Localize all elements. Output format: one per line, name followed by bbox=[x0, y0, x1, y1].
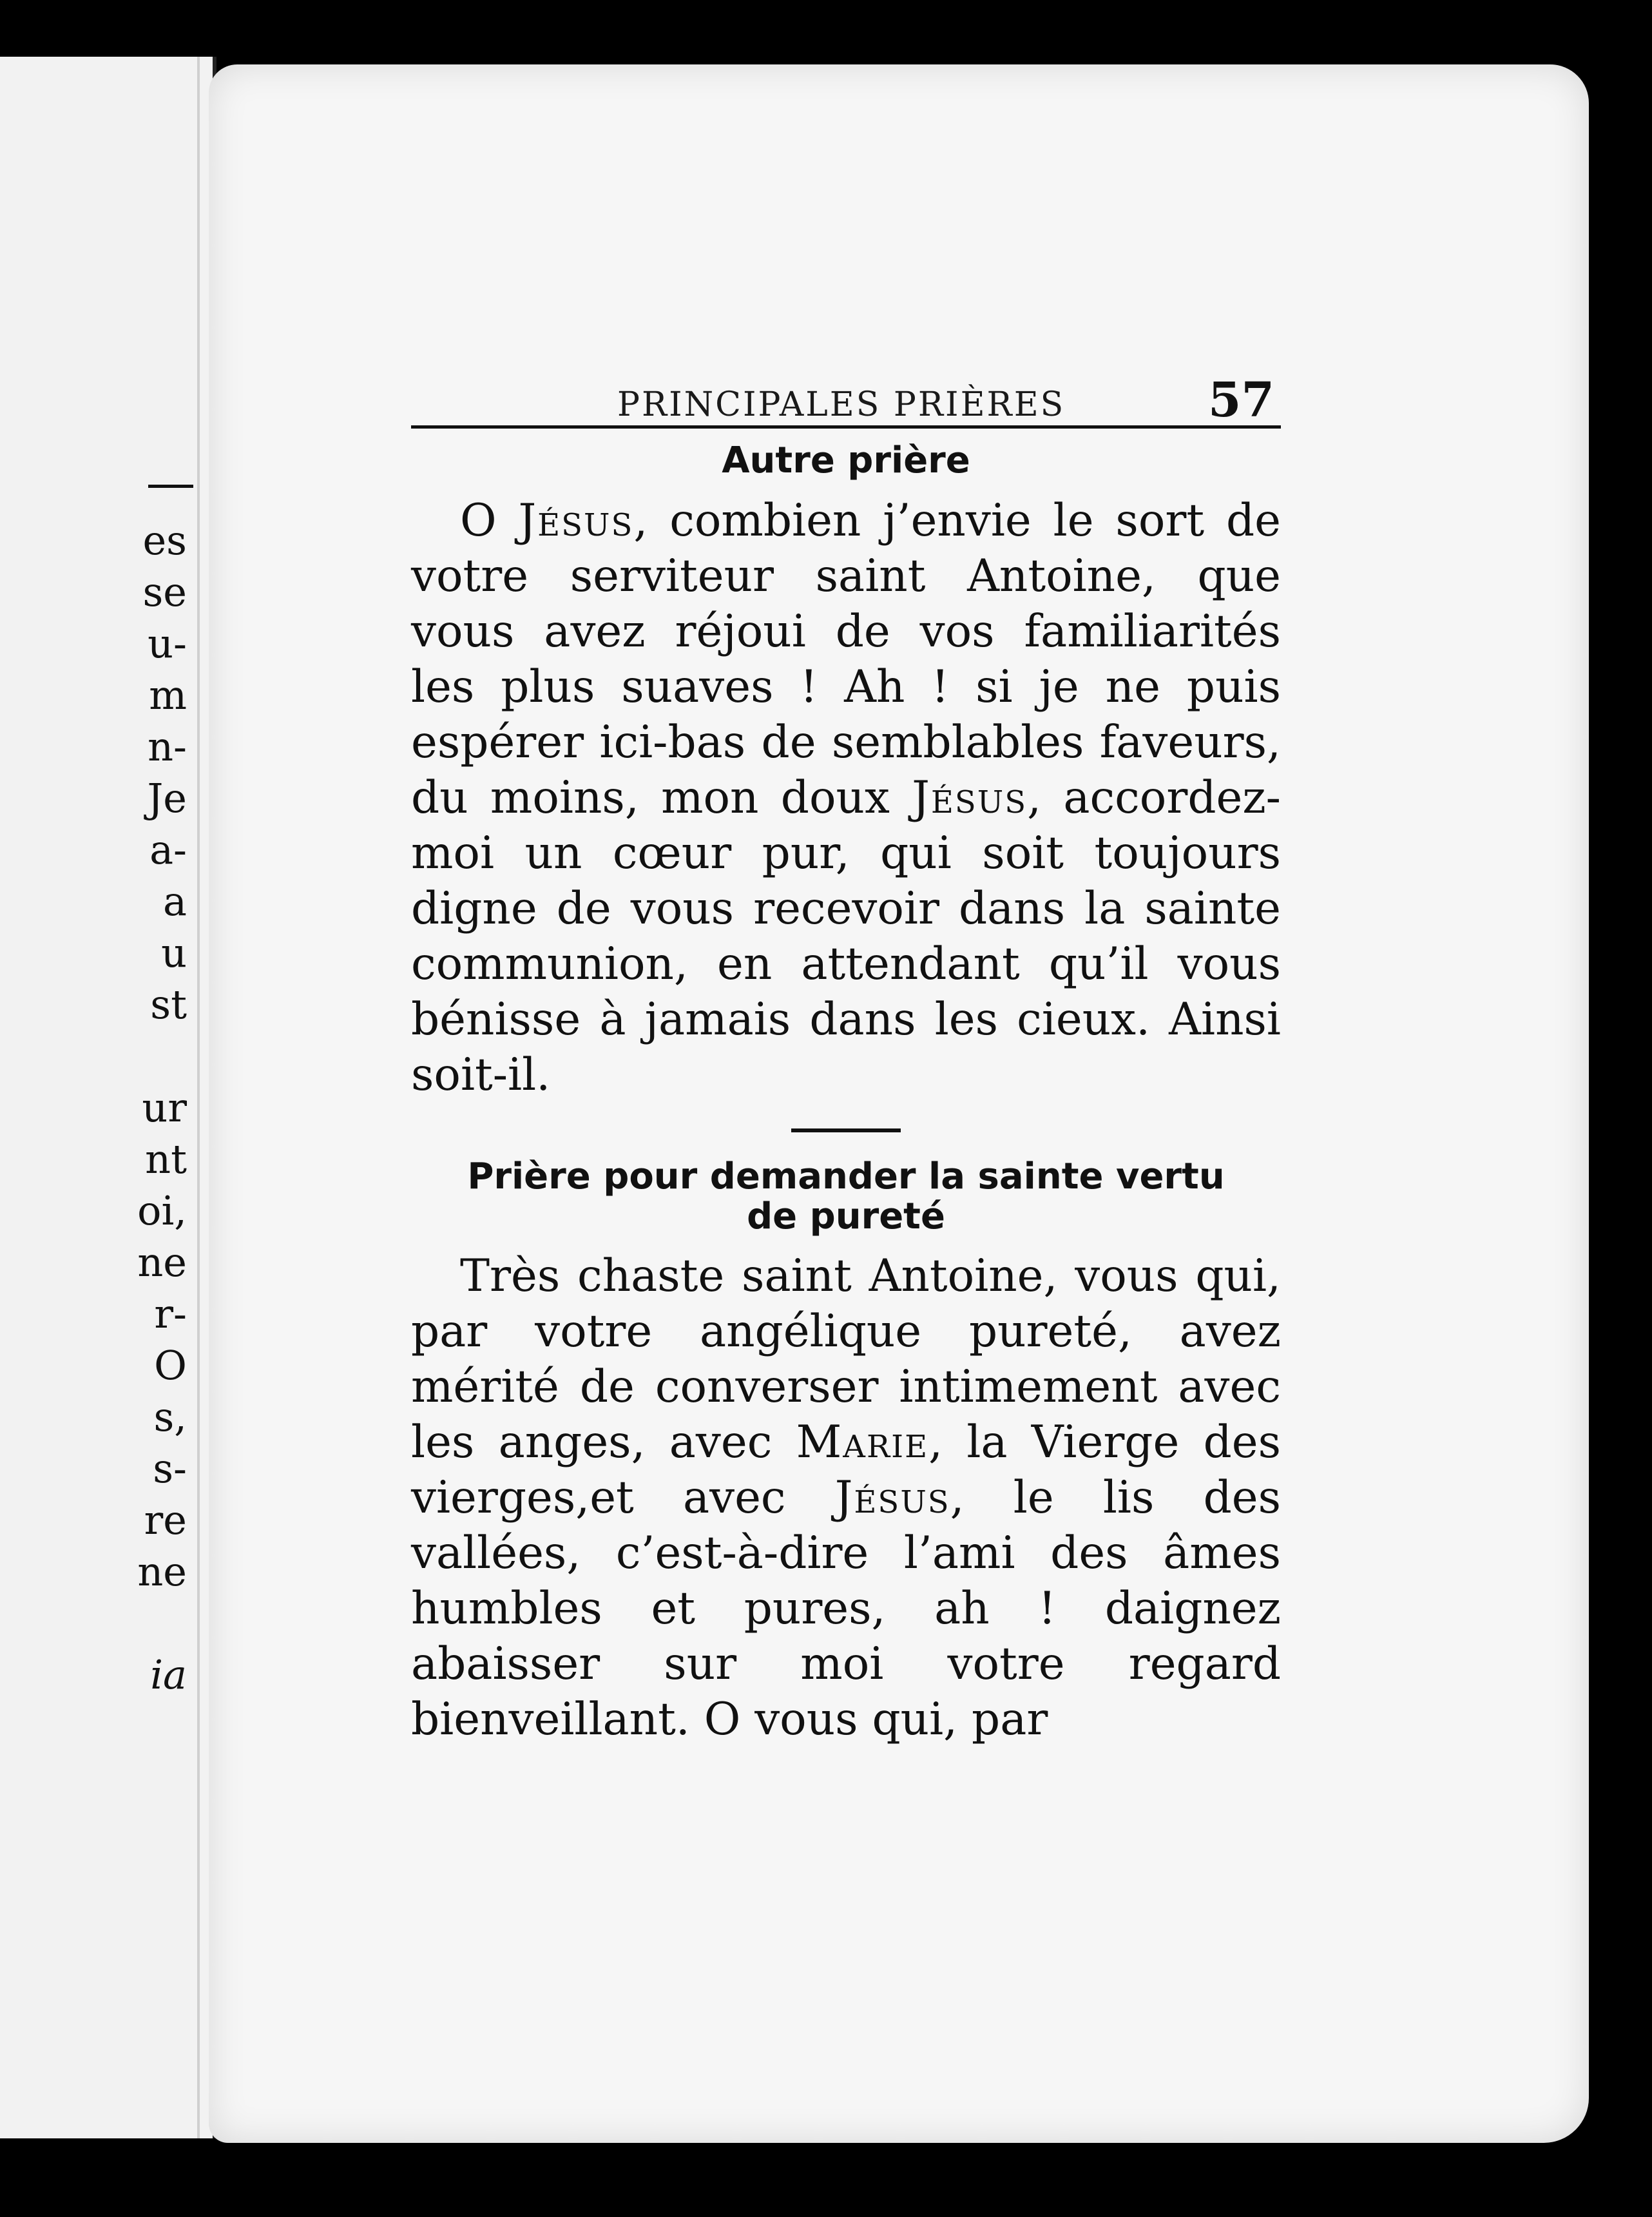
small-caps-name: Marie bbox=[796, 1416, 929, 1468]
running-head-title: PRINCIPALES PRIÈRES bbox=[617, 385, 1066, 424]
running-head bbox=[411, 367, 1281, 429]
facing-page-text: st bbox=[150, 981, 187, 1028]
page-number: 57 bbox=[1208, 373, 1274, 428]
prayer-paragraph bbox=[411, 493, 1281, 1103]
facing-page-text: ia bbox=[150, 1651, 187, 1698]
facing-page-text: a- bbox=[149, 826, 187, 873]
prayer-paragraph bbox=[411, 1248, 1281, 1747]
facing-page-text: O bbox=[154, 1342, 187, 1389]
small-caps-name: Jésus bbox=[912, 772, 1028, 824]
facing-page-text: a bbox=[163, 878, 187, 925]
facing-page-fragment bbox=[0, 57, 216, 2138]
page-content bbox=[411, 367, 1281, 1747]
facing-page-text: oi, bbox=[137, 1187, 187, 1234]
section-title: Autre prière bbox=[722, 440, 970, 481]
section-separator bbox=[791, 1128, 901, 1132]
paragraph-text: , accordez-moi un cœur pur, qui soit toujours digne de vous recevoir dans la sainte communion, en attendant qu’il vous bénisse à jamais dans les cieux. Ainsi soit-il. bbox=[411, 772, 1281, 1101]
paragraph-text: O bbox=[460, 495, 519, 547]
facing-page-text: re bbox=[144, 1496, 187, 1544]
facing-page-text: u- bbox=[148, 620, 187, 667]
section-title-line: de pureté bbox=[747, 1195, 945, 1237]
paragraph-text: , combien j’envie le sort de votre serviteur saint Antoine, que vous avez réjoui de vos familiarités les plus suaves ! Ah ! si je ne puis espérer ici-bas de semblables faveurs, du moins, mon doux bbox=[411, 495, 1281, 824]
facing-page-text: es bbox=[142, 517, 187, 564]
facing-page-text: s, bbox=[153, 1393, 187, 1440]
paragraph-text: , la Vierge des vierges,et avec bbox=[411, 1416, 1281, 1524]
facing-page-text: ne bbox=[137, 1548, 187, 1595]
facing-page-text: ur bbox=[142, 1084, 187, 1131]
facing-page-text: s- bbox=[153, 1445, 187, 1492]
paragraph-text: Très chaste saint Antoine, vous qui, par votre angélique pureté, avez mérité de converser intimement avec les anges, avec bbox=[411, 1250, 1281, 1468]
facing-page-text: nt bbox=[145, 1136, 187, 1183]
facing-page-text: u bbox=[161, 929, 187, 976]
facing-page-text: n- bbox=[148, 723, 187, 770]
facing-page-rule bbox=[148, 485, 193, 488]
small-caps-name: Jésus bbox=[834, 1471, 950, 1524]
page-fold bbox=[197, 57, 200, 2138]
facing-page-text: Je bbox=[147, 775, 187, 822]
section-title-line: Prière pour demander la sainte vertu bbox=[467, 1156, 1225, 1198]
small-caps-name: Jésus bbox=[518, 495, 634, 547]
facing-page-text: r- bbox=[154, 1290, 187, 1337]
facing-page-text: m bbox=[149, 672, 187, 719]
section-title bbox=[411, 1157, 1281, 1236]
facing-page-text: ne bbox=[137, 1239, 187, 1286]
paragraph-text: , le lis des vallées, c’est-à-dire l’ami des âmes humbles et pures, ah ! daignez abaisser sur moi votre regard bienveillant. O vous qui, par bbox=[411, 1471, 1281, 1745]
facing-page-text: se bbox=[142, 568, 187, 615]
